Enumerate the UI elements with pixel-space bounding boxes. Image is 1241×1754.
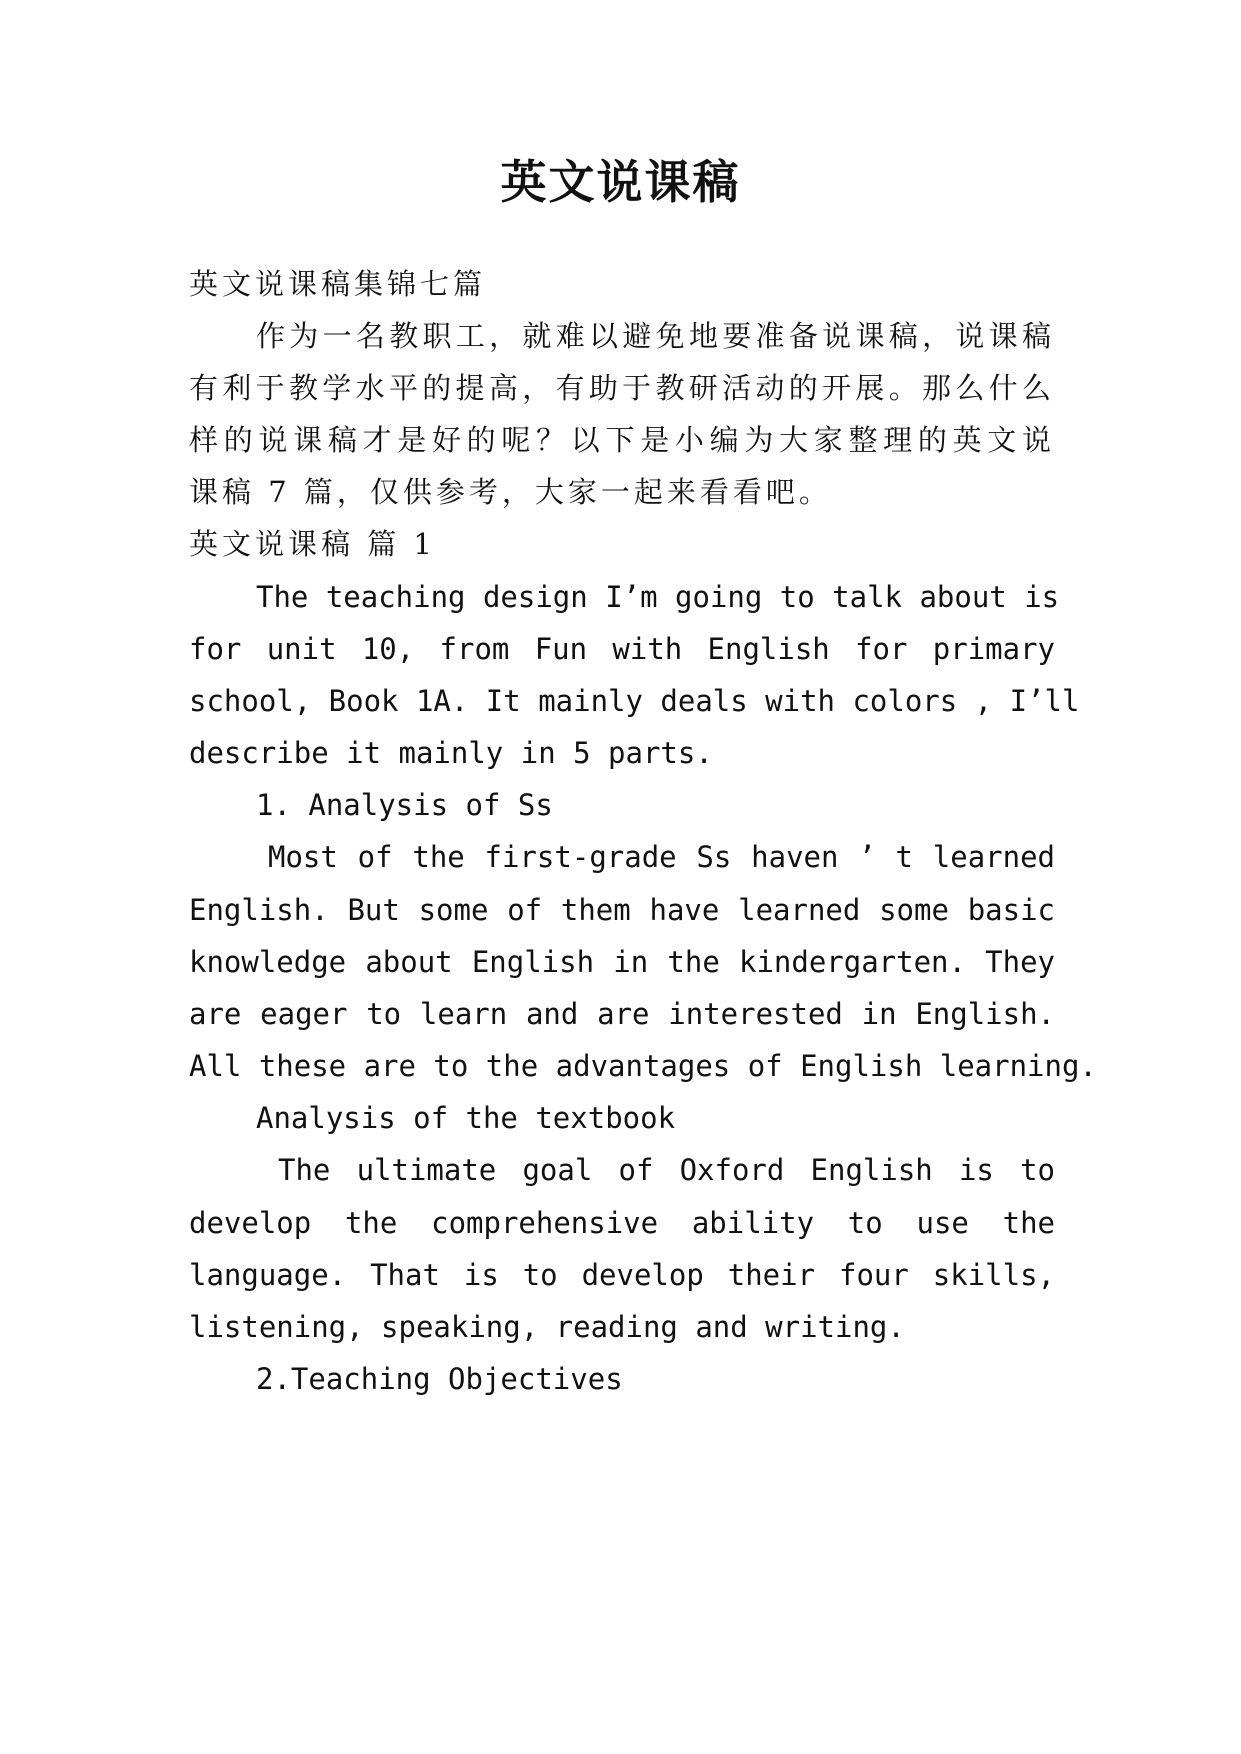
intro-line-1: 作为一名教职工，就难以避免地要准备说课稿，说课稿 bbox=[256, 319, 1055, 353]
paragraph-line: language. That is to develop their four skills, bbox=[189, 1258, 1055, 1292]
subheading-analysis-of-ss: 1. Analysis of Ss bbox=[256, 788, 553, 822]
collection-heading: 英文说课稿集锦七篇 bbox=[189, 267, 487, 301]
subheading-analysis-of-textbook: Analysis of the textbook bbox=[256, 1101, 676, 1135]
paragraph-line: describe it mainly in 5 parts. bbox=[189, 736, 713, 770]
paragraph-line: develop the comprehensive ability to use the bbox=[189, 1206, 1055, 1240]
paragraph-line: knowledge about English in the kindergarten. They bbox=[189, 945, 1055, 979]
paragraph-line: Most of the first-grade Ss haven ’ t learned bbox=[268, 840, 1055, 874]
subheading-teaching-objectives: 2.Teaching Objectives bbox=[256, 1362, 623, 1396]
paragraph-line: The teaching design I’m going to talk about is bbox=[256, 580, 1060, 614]
paragraph-line: for unit 10, from Fun with English for primary bbox=[189, 632, 1055, 666]
paragraph-line: English. But some of them have learned some basic bbox=[189, 893, 1055, 927]
document-title: 英文说课稿 bbox=[500, 155, 741, 209]
paragraph-line: All these are to the advantages of English learning. bbox=[189, 1049, 1097, 1083]
paragraph-line: listening, speaking, reading and writing. bbox=[189, 1310, 905, 1344]
intro-line-4: 课稿 7 篇，仅供参考，大家一起来看看吧。 bbox=[189, 475, 832, 509]
intro-line-3: 样的说课稿才是好的呢？以下是小编为大家整理的英文说 bbox=[189, 423, 1055, 457]
intro-line-2: 有利于教学水平的提高，有助于教研活动的开展。那么什么 bbox=[189, 371, 1055, 405]
paragraph-line: are eager to learn and are interested in English. bbox=[189, 997, 1055, 1031]
paragraph-line: school, Book 1A. It mainly deals with colors , I’ll bbox=[189, 684, 1080, 718]
section-heading: 英文说课稿 篇 1 bbox=[189, 527, 436, 561]
paragraph-line: The ultimate goal of Oxford English is to bbox=[278, 1153, 1055, 1187]
